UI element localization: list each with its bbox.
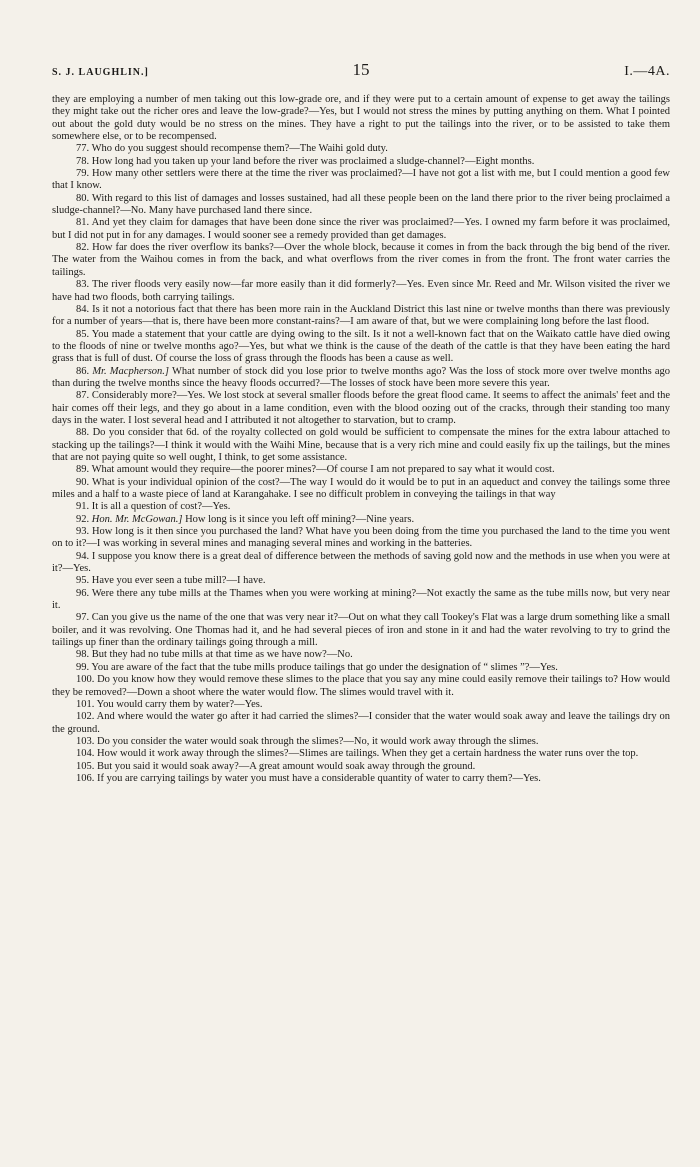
question-text: Have you ever seen a tube mill?—I have. — [91, 575, 266, 587]
question-paragraph — [52, 612, 670, 649]
question-text: How long had you taken up your land before the river was proclaimed a sludge-channel?—Eight months. — [91, 155, 535, 167]
question-text: What is your individual opinion of the cost?—The way I would do it would be to put in an aqueduct and convey the tailings some three miles and a half to a waste piece of land at Karangahake. I see no difficult problem in conveying the tailings in that way — [52, 476, 671, 500]
question-paragraph — [52, 304, 670, 329]
question-number: 81. — [76, 217, 90, 229]
question-text: Do you know how they would remove these slimes to the place that you say any mine could easily remove their tailings to? How would they be removed?—Down a shoot where the water would flow. The slimes would travel with it. — [52, 674, 671, 698]
question-paragraph — [52, 711, 670, 736]
question-number: 90. — [76, 476, 90, 488]
question-number: 105. — [76, 760, 95, 772]
question-number: 98. — [76, 649, 90, 661]
question-paragraph — [52, 390, 670, 427]
question-text: Were there any tube mills at the Thames when you were working at mining?—Not exactly the same as the tube mills now, but very near it. — [52, 587, 670, 612]
question-text: Do you consider that 6d. of the royalty collected on gold would be sufficient to compensate the mines for the extra labour attached to stacking up the tailings?—I think it would with the Waihi Mine, because that is a very rich mine and could easily fix up the tailings, but the mines that are not paying quite so well ought, I think, to get some assistance. — [52, 427, 671, 463]
question-text: they are employing a number of men taking out this low-grade ore, and if they were put to a certain amount of expense to get away the tailings they might take out the richer ores and leave the low-grade?—Yes, but I would not stress the mines by putting anything on them. What I pointed out about the gold duty would be no stress on the mines. They have a right to put the tailings into the river, or to be assisted to take them somewhere else, or to be recompensed. — [52, 94, 670, 143]
question-text: It is all a question of cost?—Yes. — [91, 501, 231, 513]
question-number: 104. — [76, 748, 95, 760]
question-number: 77. — [76, 143, 90, 155]
paper-reference: I.—4A. — [624, 64, 670, 79]
question-number: 101. — [76, 698, 95, 710]
question-number: 89. — [76, 464, 90, 476]
question-text: And where would the water go after it had carried the slimes?—I consider that the water would soak away and leave the tailings dry on the ground. — [52, 711, 671, 735]
question-text: With regard to this list of damages and losses sustained, had all these people been on the land there prior to the river being proclaimed a sludge-channel?—No. Many have purchased land there since. — [52, 192, 670, 217]
question-number: 80. — [76, 192, 90, 204]
question-number: 91. — [76, 501, 90, 513]
question-text: You would carry them by water?—Yes. — [96, 698, 263, 710]
question-number: 85. — [76, 328, 90, 340]
question-text: How would it work away through the slimes?—Slimes are tailings. When they get a certain hardness the water runs over the top. — [97, 748, 639, 760]
running-head-witness: S. J. LAUGHLIN.] — [52, 67, 149, 78]
speaker-name: Hon. Mr. McGowan.] — [91, 513, 183, 525]
question-paragraph — [52, 773, 670, 785]
question-text: If you are carrying tailings by water you must have a considerable quantity of water to carry them?—Yes. — [97, 772, 541, 784]
question-number: 94. — [76, 550, 90, 562]
question-number: 106. — [76, 772, 95, 784]
speaker-name: Mr. Macpherson.] — [92, 365, 169, 377]
question-paragraph — [52, 156, 670, 168]
question-text: I suppose you know there is a great deal of difference between the methods of saving gold now and the methods in use when you were at it?—Yes. — [52, 550, 670, 575]
question-number: 84. — [76, 303, 90, 315]
question-number: 82. — [76, 242, 90, 254]
question-text: The river floods very easily now—far more easily than it did formerly?—Yes. Even since Mr. Reed and Mr. Wilson visited the river we have had two floods, both carrying tailings. — [52, 279, 671, 303]
question-paragraph — [52, 736, 670, 748]
question-text: How long is it since you left off mining?—Nine years. — [185, 513, 415, 525]
page-number: 15 — [352, 60, 370, 79]
question-text: Who do you suggest should recompense them?—The Waihi gold duty. — [91, 143, 388, 155]
question-number: 102. — [76, 711, 95, 723]
question-text: Considerably more?—Yes. We lost stock at several smaller floods before the great flood came. It seems to affect the animals' feet and the hair comes off their legs, and they go about in a lame condition, even with the blood oozing out of the cracks, through their standing too many days in the water. I lost several head and I attributed it not altogether to starvation, but to cramp. — [52, 390, 671, 426]
question-number: 99. — [76, 661, 90, 673]
question-paragraph — [52, 501, 670, 513]
question-text: Is it not a notorious fact that there has been more rain in the Auckland District this last nine or twelve months than there was previously for a number of years—that is, there have been more constant-rains?—I am aware of that, but we were complaining long before the last flood. — [52, 303, 670, 328]
question-number: 86. — [76, 365, 90, 377]
question-paragraph — [52, 143, 670, 155]
question-text: How far does the river overflow its banks?—Over the whole block, because it comes in from the back through the big bend of the river. The water from the Waihou comes in from the back, and what overflows from the river comes in from the front. The front water carries the tailings. — [52, 242, 671, 278]
question-number: 87. — [76, 390, 90, 402]
question-paragraph — [52, 514, 670, 526]
question-number: 96. — [76, 587, 90, 599]
question-paragraph — [52, 329, 670, 366]
question-number: 88. — [76, 427, 90, 439]
question-paragraph — [52, 366, 670, 391]
evidence-text — [52, 94, 670, 785]
question-paragraph — [52, 168, 670, 193]
question-paragraph — [52, 761, 670, 773]
question-paragraph — [52, 217, 670, 242]
question-paragraph — [52, 279, 670, 304]
question-paragraph — [52, 193, 670, 218]
question-number: 93. — [76, 526, 90, 538]
question-number: 95. — [76, 575, 90, 587]
question-paragraph — [52, 662, 670, 674]
question-paragraph — [52, 242, 670, 279]
question-number: 78. — [76, 155, 90, 167]
question-text: How long is it then since you purchased the land? What have you been doing from the time you purchased the land to the time you went on to it?—I was working in several mines and managing several mines and working in the batteries. — [52, 526, 671, 550]
question-text: And yet they claim for damages that have been done since the river was proclaimed?—Yes. I owned my farm before it was proclaimed, but I did not put in for any damages. I would sooner see a remedy provided than get damages. — [52, 217, 670, 241]
question-paragraph — [52, 427, 670, 464]
question-number: 100. — [76, 674, 95, 686]
question-paragraph — [52, 526, 670, 551]
question-text: But they had no tube mills at that time as we have now?—No. — [91, 649, 353, 661]
page-header — [52, 60, 670, 94]
question-paragraph — [52, 588, 670, 613]
question-text: You made a statement that your cattle are dying owing to the silt. Is it not a well-known fact that on the Waikato cattle have died owing to the floods of nine or twelve months ago?—Yes, but what we think is the cause of the death of the cattle is that they have been eating the hard grass that is full of dust. Of course the loss of grass through the floods has been a cause as well. — [52, 328, 670, 365]
question-paragraph — [52, 575, 670, 587]
question-paragraph — [52, 699, 670, 711]
question-text: How many other settlers were there at the time the river was proclaimed?—I have not got a list with me, but I could mention a good few that I know. — [52, 168, 671, 192]
question-paragraph — [52, 464, 670, 476]
question-text: Can you give us the name of the one that was very near it?—Out on what they call Tookey's Flat was a large drum something like a small boiler, and it was revolving. One Thomas had it, and he had several pieces of iron and stone in it and had the water revolving to try to grind the tailings up finer than the ordinary tailings going through a mill. — [52, 612, 670, 649]
question-text: Do you consider the water would soak through the slimes?—No, it would work away through the slimes. — [97, 735, 539, 747]
question-text: What amount would they require—the poorer mines?—Of course I am not prepared to say what it would cost. — [91, 464, 555, 476]
question-number: 83. — [76, 279, 90, 291]
question-number: 92. — [76, 513, 90, 525]
question-paragraph — [52, 674, 670, 699]
question-text: What number of stock did you lose prior to twelve months ago? Was the loss of stock more over twelve months ago than during the twelve months since the heavy floods occurred?—The losses of stock have been more severe this year. — [52, 365, 670, 389]
question-paragraph — [52, 748, 670, 760]
question-paragraph — [52, 94, 670, 143]
question-text: You are aware of the fact that the tube mills produce tailings that go under the designation of “ slimes ”?—Yes. — [91, 661, 558, 673]
question-text: But you said it would soak away?—A great amount would soak away through the ground. — [97, 760, 476, 772]
question-number: 79. — [76, 168, 90, 180]
question-number: 103. — [76, 735, 95, 747]
question-paragraph — [52, 551, 670, 576]
question-paragraph — [52, 649, 670, 661]
question-number: 97. — [76, 612, 90, 624]
question-paragraph — [52, 477, 670, 502]
